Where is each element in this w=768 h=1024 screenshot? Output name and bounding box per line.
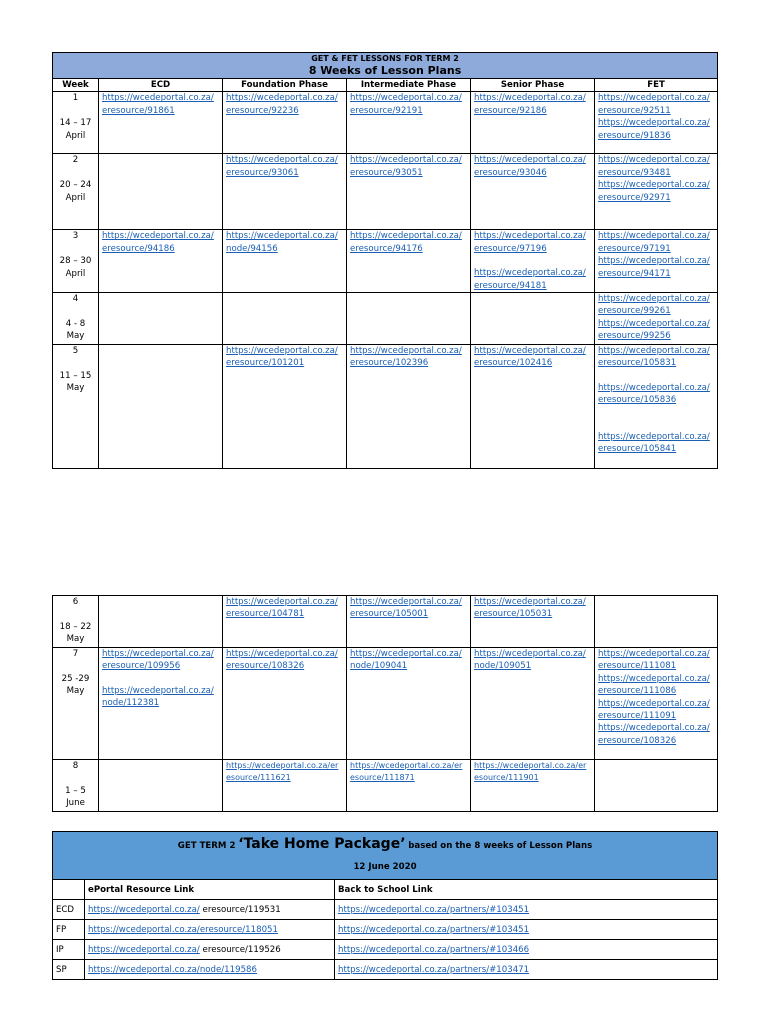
table-title-large: 8 Weeks of Lesson Plans: [308, 64, 462, 77]
resource-link[interactable]: https://wcedeportal.co.za/eresource/111901: [474, 761, 587, 783]
col-header-intermediate: Intermediate Phase: [347, 79, 471, 92]
resource-link[interactable]: https://wcedeportal.co.za/eresource/92971: [598, 180, 710, 203]
table-row: [53, 345, 718, 469]
phase-cell: ECD: [53, 900, 85, 920]
cell-fp: [223, 596, 347, 648]
cell-ip: [347, 345, 471, 469]
package-title-suffix: based on the 8 weeks of Lesson Plans: [408, 841, 593, 851]
back-to-school-cell: [335, 920, 718, 940]
cell-sp: [471, 92, 595, 154]
resource-link[interactable]: https://wcedeportal.co.za/eresource/101201: [226, 346, 338, 369]
phase-cell: IP: [53, 940, 85, 960]
resource-link[interactable]: https://wcedeportal.co.za/node/109041: [350, 649, 462, 672]
cell-sp: [471, 230, 595, 293]
week-cell: 7 25 -29 May: [53, 648, 99, 760]
resource-link[interactable]: https://wcedeportal.co.za/eresource/111091: [598, 698, 710, 722]
back-to-school-cell: [335, 960, 718, 980]
cell-ip: [347, 154, 471, 230]
cell-fet: [595, 760, 718, 812]
package-title-prefix: GET TERM 2: [177, 841, 236, 851]
table-row: [53, 940, 718, 960]
cell-fet: [595, 154, 718, 230]
resource-link[interactable]: https://wcedeportal.co.za/eresource/105031: [474, 597, 586, 620]
cell-fet: [595, 596, 718, 648]
resource-link[interactable]: https://wcedeportal.co.za/eresource/92186: [474, 93, 586, 116]
eportal-cell: [85, 900, 335, 920]
cell-ip: [347, 596, 471, 648]
week-cell: 4 4 - 8 May: [53, 293, 99, 345]
phase-cell: FP: [53, 920, 85, 940]
cell-sp: [471, 154, 595, 230]
cell-ecd: [99, 230, 223, 293]
resource-link[interactable]: https://wcedeportal.co.za/eresource/99256: [598, 318, 710, 342]
eportal-link[interactable]: https://wcedeportal.co.za/: [88, 904, 200, 915]
cell-fet: [595, 92, 718, 154]
cell-ecd: [99, 648, 223, 760]
week-cell: 1 14 – 17 April: [53, 92, 99, 154]
cell-fet: [595, 345, 718, 469]
col-header-fet: FET: [595, 79, 718, 92]
resource-link[interactable]: https://wcedeportal.co.za/eresource/93051: [350, 155, 462, 178]
cell-ip: [347, 760, 471, 812]
resource-link[interactable]: https://wcedeportal.co.za/eresource/94176: [350, 231, 462, 254]
resource-link[interactable]: https://wcedeportal.co.za/eresource/109956: [102, 649, 214, 672]
resource-link[interactable]: https://wcedeportal.co.za/eresource/105836: [598, 382, 710, 406]
resource-link[interactable]: https://wcedeportal.co.za/node/94156: [226, 231, 338, 254]
lesson-plans-table: [52, 52, 718, 469]
resource-link[interactable]: https://wcedeportal.co.za/eresource/94181: [474, 268, 586, 291]
col-header-eportal: ePortal Resource Link: [85, 880, 335, 900]
package-title-main: ‘Take Home Package’: [238, 836, 406, 852]
cell-ecd: [99, 293, 223, 345]
resource-link[interactable]: https://wcedeportal.co.za/eresource/111081: [598, 649, 710, 672]
resource-link[interactable]: https://wcedeportal.co.za/eresource/99261: [598, 294, 710, 317]
package-title: [53, 832, 718, 880]
resource-link[interactable]: https://wcedeportal.co.za/eresource/92191: [350, 93, 462, 116]
cell-ecd: [99, 92, 223, 154]
week-cell: 3 28 – 30 April: [53, 230, 99, 293]
cell-fet: [595, 293, 718, 345]
back-to-school-cell: [335, 940, 718, 960]
table-title: [53, 53, 718, 79]
cell-fp: [223, 648, 347, 760]
resource-link[interactable]: https://wcedeportal.co.za/eresource/94186: [102, 231, 214, 254]
take-home-package-table: [52, 831, 718, 980]
resource-link[interactable]: https://wcedeportal.co.za/eresource/97191: [598, 231, 710, 254]
table-row: [53, 648, 718, 760]
table-row: [53, 596, 718, 648]
back-to-school-link[interactable]: https://wcedeportal.co.za/partners/#103471: [338, 964, 530, 975]
table-row: [53, 900, 718, 920]
resource-link[interactable]: https://wcedeportal.co.za/eresource/108326: [226, 649, 338, 672]
resource-link[interactable]: https://wcedeportal.co.za/node/112381: [102, 685, 214, 709]
cell-sp: [471, 345, 595, 469]
resource-link[interactable]: https://wcedeportal.co.za/eresource/91836: [598, 118, 710, 141]
table-row: [53, 230, 718, 293]
cell-ecd: [99, 345, 223, 469]
cell-fp: [223, 293, 347, 345]
week-cell: 6 18 – 22 May: [53, 596, 99, 648]
week-cell: 5 11 – 15 May: [53, 345, 99, 469]
resource-link[interactable]: https://wcedeportal.co.za/eresource/104781: [226, 597, 338, 620]
cell-fp: [223, 154, 347, 230]
table-row: [53, 92, 718, 154]
resource-link[interactable]: https://wcedeportal.co.za/eresource/93046: [474, 155, 586, 178]
table-row: [53, 154, 718, 230]
back-to-school-link[interactable]: https://wcedeportal.co.za/partners/#103466: [338, 944, 530, 955]
back-to-school-cell: [335, 900, 718, 920]
eportal-cell: [85, 920, 335, 940]
col-header-senior: Senior Phase: [471, 79, 595, 92]
resource-link[interactable]: https://wcedeportal.co.za/eresource/94171: [598, 256, 710, 279]
column-headers: [53, 79, 718, 92]
cell-fp: [223, 345, 347, 469]
lesson-plans-table-continued: [52, 595, 718, 812]
cell-sp: [471, 293, 595, 345]
resource-link[interactable]: https://wcedeportal.co.za/eresource/105841: [598, 431, 710, 455]
table-row: [53, 960, 718, 980]
resource-link[interactable]: https://wcedeportal.co.za/eresource/97196: [474, 231, 586, 254]
table-row: [53, 760, 718, 812]
resource-link[interactable]: https://wcedeportal.co.za/eresource/91861: [102, 93, 214, 116]
cell-ip: [347, 92, 471, 154]
resource-link[interactable]: https://wcedeportal.co.za/eresource/105001: [350, 597, 462, 620]
cell-ecd: [99, 596, 223, 648]
eportal-link[interactable]: https://wcedeportal.co.za/: [88, 944, 200, 955]
table-row: [53, 293, 718, 345]
col-header-ecd: ECD: [99, 79, 223, 92]
resource-link[interactable]: https://wcedeportal.co.za/eresource/92236: [226, 93, 338, 116]
col-header-back-to-school: Back to School Link: [335, 880, 718, 900]
back-to-school-link[interactable]: https://wcedeportal.co.za/partners/#103451: [338, 904, 530, 915]
week-cell: 8 1 – 5 June: [53, 760, 99, 812]
resource-link[interactable]: https://wcedeportal.co.za/eresource/102416: [474, 346, 586, 369]
cell-sp: [471, 648, 595, 760]
cell-ip: [347, 230, 471, 293]
cell-ecd: [99, 760, 223, 812]
col-header-week: Week: [53, 79, 99, 92]
resource-link[interactable]: https://wcedeportal.co.za/eresource/108326: [598, 723, 710, 746]
resource-link[interactable]: https://wcedeportal.co.za/eresource/92511: [598, 93, 710, 116]
eportal-path: eresource/119531: [199, 904, 281, 915]
phase-cell: SP: [53, 960, 85, 980]
resource-link[interactable]: https://wcedeportal.co.za/eresource/111871: [350, 761, 463, 783]
resource-link[interactable]: https://wcedeportal.co.za/eresource/93481: [598, 155, 710, 178]
resource-link[interactable]: https://wcedeportal.co.za/eresource/105831: [598, 346, 710, 369]
resource-link[interactable]: https://wcedeportal.co.za/eresource/111086: [598, 673, 710, 697]
cell-fp: [223, 230, 347, 293]
table-title-small: GET & FET LESSONS FOR TERM 2: [311, 54, 459, 63]
col-header-foundation: Foundation Phase: [223, 79, 347, 92]
eportal-link[interactable]: https://wcedeportal.co.za/node/119586: [88, 964, 257, 975]
cell-sp: [471, 760, 595, 812]
cell-ip: [347, 293, 471, 345]
cell-ip: [347, 648, 471, 760]
eportal-link[interactable]: https://wcedeportal.co.za/eresource/118051: [88, 924, 278, 935]
resource-link[interactable]: https://wcedeportal.co.za/eresource/111621: [226, 761, 339, 783]
resource-link[interactable]: https://wcedeportal.co.za/node/109051: [474, 649, 586, 672]
cell-fp: [223, 92, 347, 154]
eportal-cell: [85, 960, 335, 980]
cell-fp: [223, 760, 347, 812]
resource-link[interactable]: https://wcedeportal.co.za/eresource/102396: [350, 346, 462, 369]
cell-ecd: [99, 154, 223, 230]
cell-fet: [595, 230, 718, 293]
package-date: 12 June 2020: [353, 862, 417, 872]
eportal-cell: [85, 940, 335, 960]
back-to-school-link[interactable]: https://wcedeportal.co.za/partners/#103451: [338, 924, 530, 935]
cell-fet: [595, 648, 718, 760]
eportal-path: eresource/119526: [199, 944, 281, 955]
table-row: [53, 920, 718, 940]
resource-link[interactable]: https://wcedeportal.co.za/eresource/93061: [226, 155, 338, 178]
cell-sp: [471, 596, 595, 648]
week-cell: 2 20 – 24 April: [53, 154, 99, 230]
